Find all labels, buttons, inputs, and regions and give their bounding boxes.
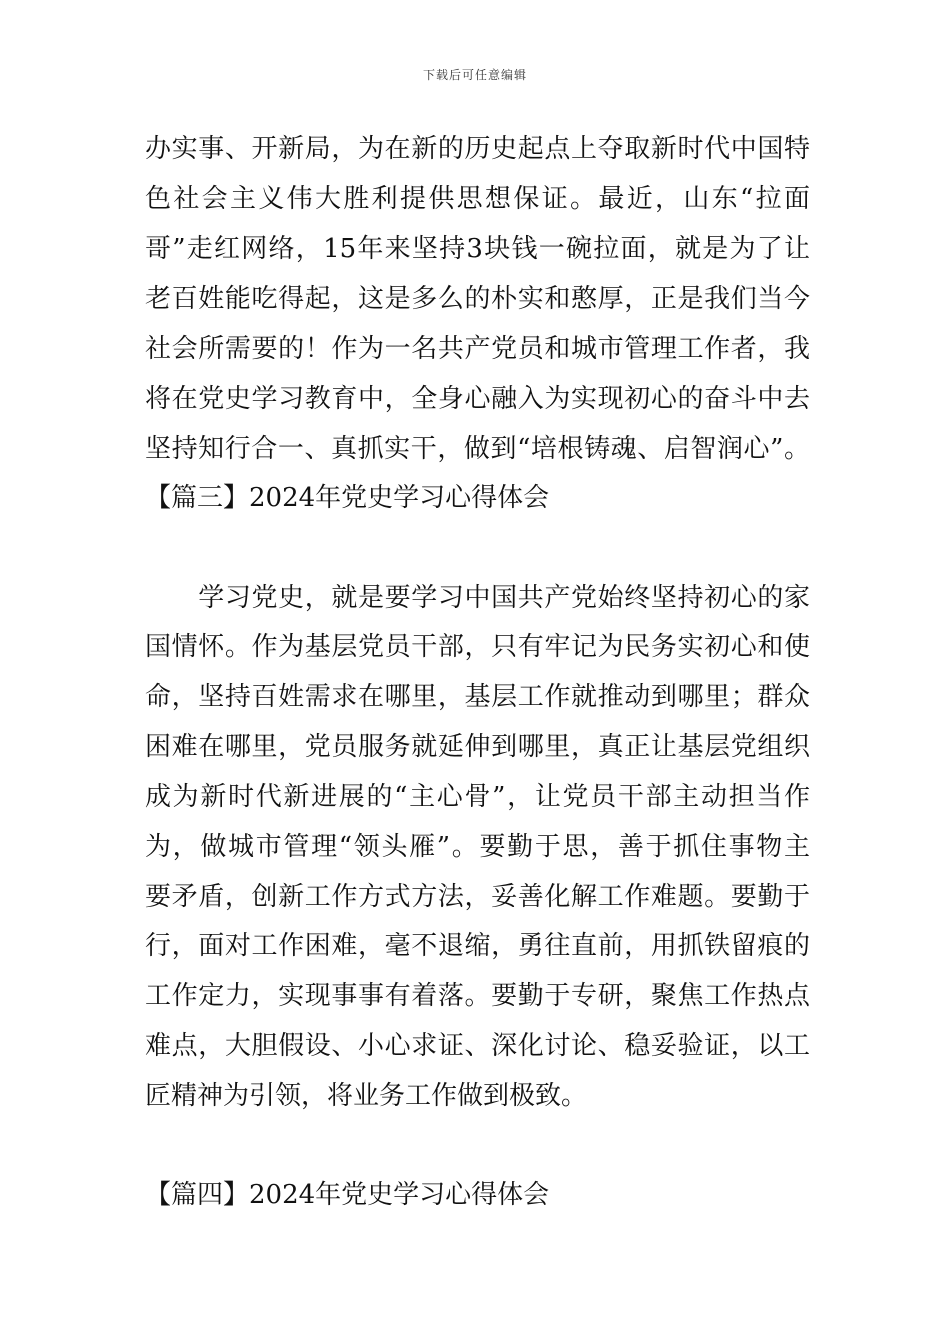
paragraph-line: 办实事、开新局，为在新的历史起点上夺取新时代中国特 bbox=[145, 134, 810, 164]
paragraph-line: 匠精神为引领，将业务工作做到极致。 bbox=[145, 1081, 588, 1111]
paragraph-line: 为，做城市管理“领头雁”。要勤于思，善于抓住事物主 bbox=[145, 832, 810, 862]
paragraph-line: 老百姓能吃得起，这是多么的朴实和憨厚，正是我们当今 bbox=[145, 284, 810, 314]
paragraph-line: 色社会主义伟大胜利提供思想保证。最近，山东“拉面 bbox=[145, 184, 810, 214]
paragraph-line: 命，坚持百姓需求在哪里，基层工作就推动到哪里；群众 bbox=[145, 682, 810, 712]
paragraph-line: 要矛盾，创新工作方式方法，妥善化解工作难题。要勤于 bbox=[145, 882, 810, 912]
section-heading: 【篇三】2024年党史学习心得体会 bbox=[145, 483, 550, 513]
paragraph-line: 工作定力，实现事事有着落。要勤于专研，聚焦工作热点 bbox=[145, 981, 810, 1011]
paragraph-line: 行，面对工作困难，毫不退缩，勇往直前，用抓铁留痕的 bbox=[145, 931, 810, 961]
paragraph-line: 困难在哪里，党员服务就延伸到哪里，真正让基层党组织 bbox=[145, 732, 810, 762]
section-heading: 【篇四】2024年党史学习心得体会 bbox=[145, 1180, 550, 1210]
paragraph-line: 将在党史学习教育中，全身心融入为实现初心的奋斗中去 bbox=[145, 384, 810, 414]
paragraph-line: 坚持知行合一、真抓实干，做到“培根铸魂、启智润心”。 bbox=[145, 434, 810, 464]
paragraph-line: 成为新时代新进展的“主心骨”，让党员干部主动担当作 bbox=[145, 782, 810, 812]
paragraph-line: 难点，大胆假设、小心求证、深化讨论、稳妥验证，以工 bbox=[145, 1031, 810, 1061]
paragraph-line: 学习党史，就是要学习中国共产党始终坚持初心的家 bbox=[145, 583, 810, 613]
header-note: 下载后可任意编辑 bbox=[422, 68, 527, 82]
paragraph-line: 国情怀。作为基层党员干部，只有牢记为民务实初心和使 bbox=[145, 632, 810, 662]
paragraph-line: 社会所需要的！作为一名共产党员和城市管理工作者，我 bbox=[145, 334, 810, 364]
paragraph-line: 哥”走红网络，15年来坚持3块钱一碗拉面，就是为了让 bbox=[145, 234, 810, 264]
